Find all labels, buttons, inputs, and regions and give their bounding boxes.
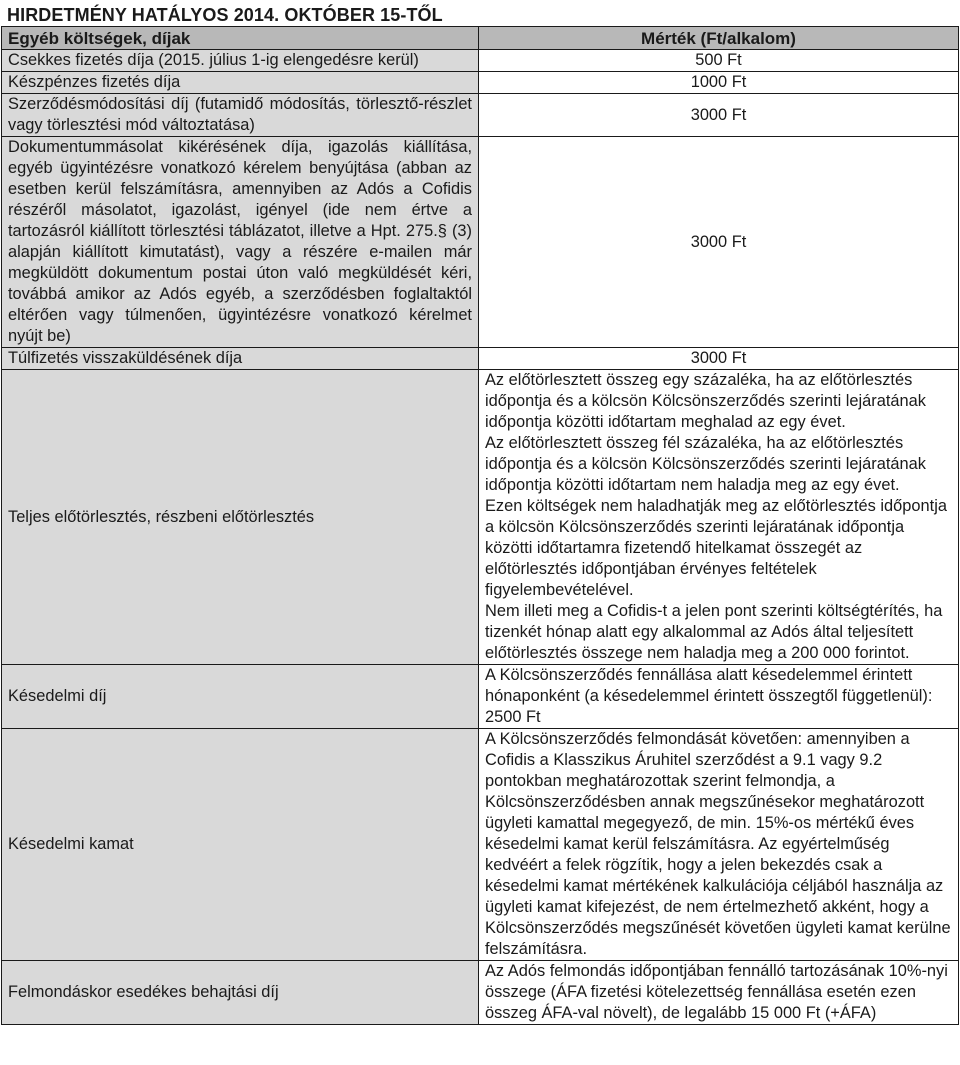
table-row [2, 961, 959, 1025]
row-label: Dokumentummásolat kikérésének díja, igazolás kiállítása, egyéb ügyintézésre vonatkozó kérelem benyújtása (abban az esetben kerül felszámításra, amennyiben az Adós a Cofidis részéről másolatot, igazolást, igényel (ide nem értve a tartozásról kiállított törlesztési táblázatot, illetve a Hpt. 275.§ (3) alapján kiállított kimutatást), vagy a részére e-mailen már megküldött dokumentum postai úton való megküldését kéri, továbbá amikor az Adós egyéb, a szerződésben foglaltaktól eltérően vagy túlmenően, ügyintézésre vonatkozó kérelmet nyújt be) [2, 137, 479, 348]
row-label: Készpénzes fizetés díja [2, 72, 479, 94]
fee-table [1, 26, 959, 1025]
row-value: 500 Ft [479, 50, 959, 72]
late-interest-text: A Kölcsönszerződés felmondását követően: amennyiben a Cofidis a Klasszikus Áruhitel szerződést a 9.1 vagy 9.2 pontokban meghatározottak szerint felmondja, a Kölcsönszerződésben annak megszűnésekor meghatározott ügyleti kamattal megegyező, de min. 15%-os mértékű éves késedelmi kamat kerül felszámításra. Az egyértelműség kedvéért a felek rögzítik, hogy a jelen bekezdés csak a késedelmi kamat mértékének kalkulációja céljából használja az ügyleti kamat kifejezést, de nem értelmezhető akként, hogy a Kölcsönszerződés megszűnését követően ügyleti kamat kerülne felszámításra. [485, 730, 951, 958]
row-value: 3000 Ft [479, 94, 959, 137]
prepayment-rule-2: Az előtörlesztett összeg fél százaléka, ha az előtörlesztés időpontja és a kölcsön Kölcsönszerződés szerinti lejáratának időpontja közötti időtartam nem haladja meg az egy évet. [485, 434, 926, 494]
table-header-row [2, 27, 959, 50]
column-header-amount: Mérték (Ft/alkalom) [479, 27, 959, 50]
row-label: Felmondáskor esedékes behajtási díj [2, 961, 479, 1025]
row-value [479, 370, 959, 665]
table-row [2, 370, 959, 665]
row-label: Túlfizetés visszaküldésének díja [2, 348, 479, 370]
row-value: 3000 Ft [479, 137, 959, 348]
row-value [479, 961, 959, 1025]
row-value [479, 665, 959, 729]
row-label: Csekkes fizetés díja (2015. július 1-ig elengedésre kerül) [2, 50, 479, 72]
row-label: Késedelmi díj [2, 665, 479, 729]
table-row [2, 137, 959, 348]
prepayment-rule-1: Az előtörlesztett összeg egy százaléka, ha az előtörlesztés időpontja és a kölcsön Kölcsönszerződés szerinti lejáratának időpontja közötti időtartam meghalad az egy évet. [485, 371, 926, 431]
document-title: HIRDETMÉNY HATÁLYOS 2014. OKTÓBER 15-TŐL [7, 5, 443, 25]
prepayment-rule-4: Nem illeti meg a Cofidis-t a jelen pont szerinti költségtérítés, ha tizenkét hónap alatt egy alkalommal az Adós által teljesített előtörlesztés összege nem haladja meg a 200 000 forintot. [485, 602, 943, 662]
late-fee-text: A Kölcsönszerződés fennállása alatt késedelemmel érintett hónaponként (a késedelemmel érintett összegtől függetlenül): 2500 Ft [485, 666, 933, 726]
row-value: 3000 Ft [479, 348, 959, 370]
table-row [2, 50, 959, 72]
table-row [2, 72, 959, 94]
collection-fee-text: Az Adós felmondás időpontjában fennálló tartozásának 10%-nyi összege (ÁFA fizetési kötelezettség fennállása esetén ezen összeg ÁFA-val növelt), de legalább 15 000 Ft (+ÁFA) [485, 962, 948, 1022]
row-label: Késedelmi kamat [2, 729, 479, 961]
table-row [2, 665, 959, 729]
row-label: Szerződésmódosítási díj (futamidő módosítás, törlesztő-részlet vagy törlesztési mód változtatása) [2, 94, 479, 137]
column-header-fees: Egyéb költségek, díjak [2, 27, 479, 50]
table-row [2, 348, 959, 370]
row-value: 1000 Ft [479, 72, 959, 94]
table-row [2, 94, 959, 137]
prepayment-rule-3: Ezen költségek nem haladhatják meg az előtörlesztés időpontja a kölcsön Kölcsönszerződés szerinti lejáratának időpontja közötti időtartamra fizetendő hitelkamat összegét az előtörlesztés időpontjában érvényes feltételek figyelembevételével. [485, 497, 947, 599]
table-row [2, 729, 959, 961]
row-value [479, 729, 959, 961]
row-label: Teljes előtörlesztés, részbeni előtörlesztés [2, 370, 479, 665]
